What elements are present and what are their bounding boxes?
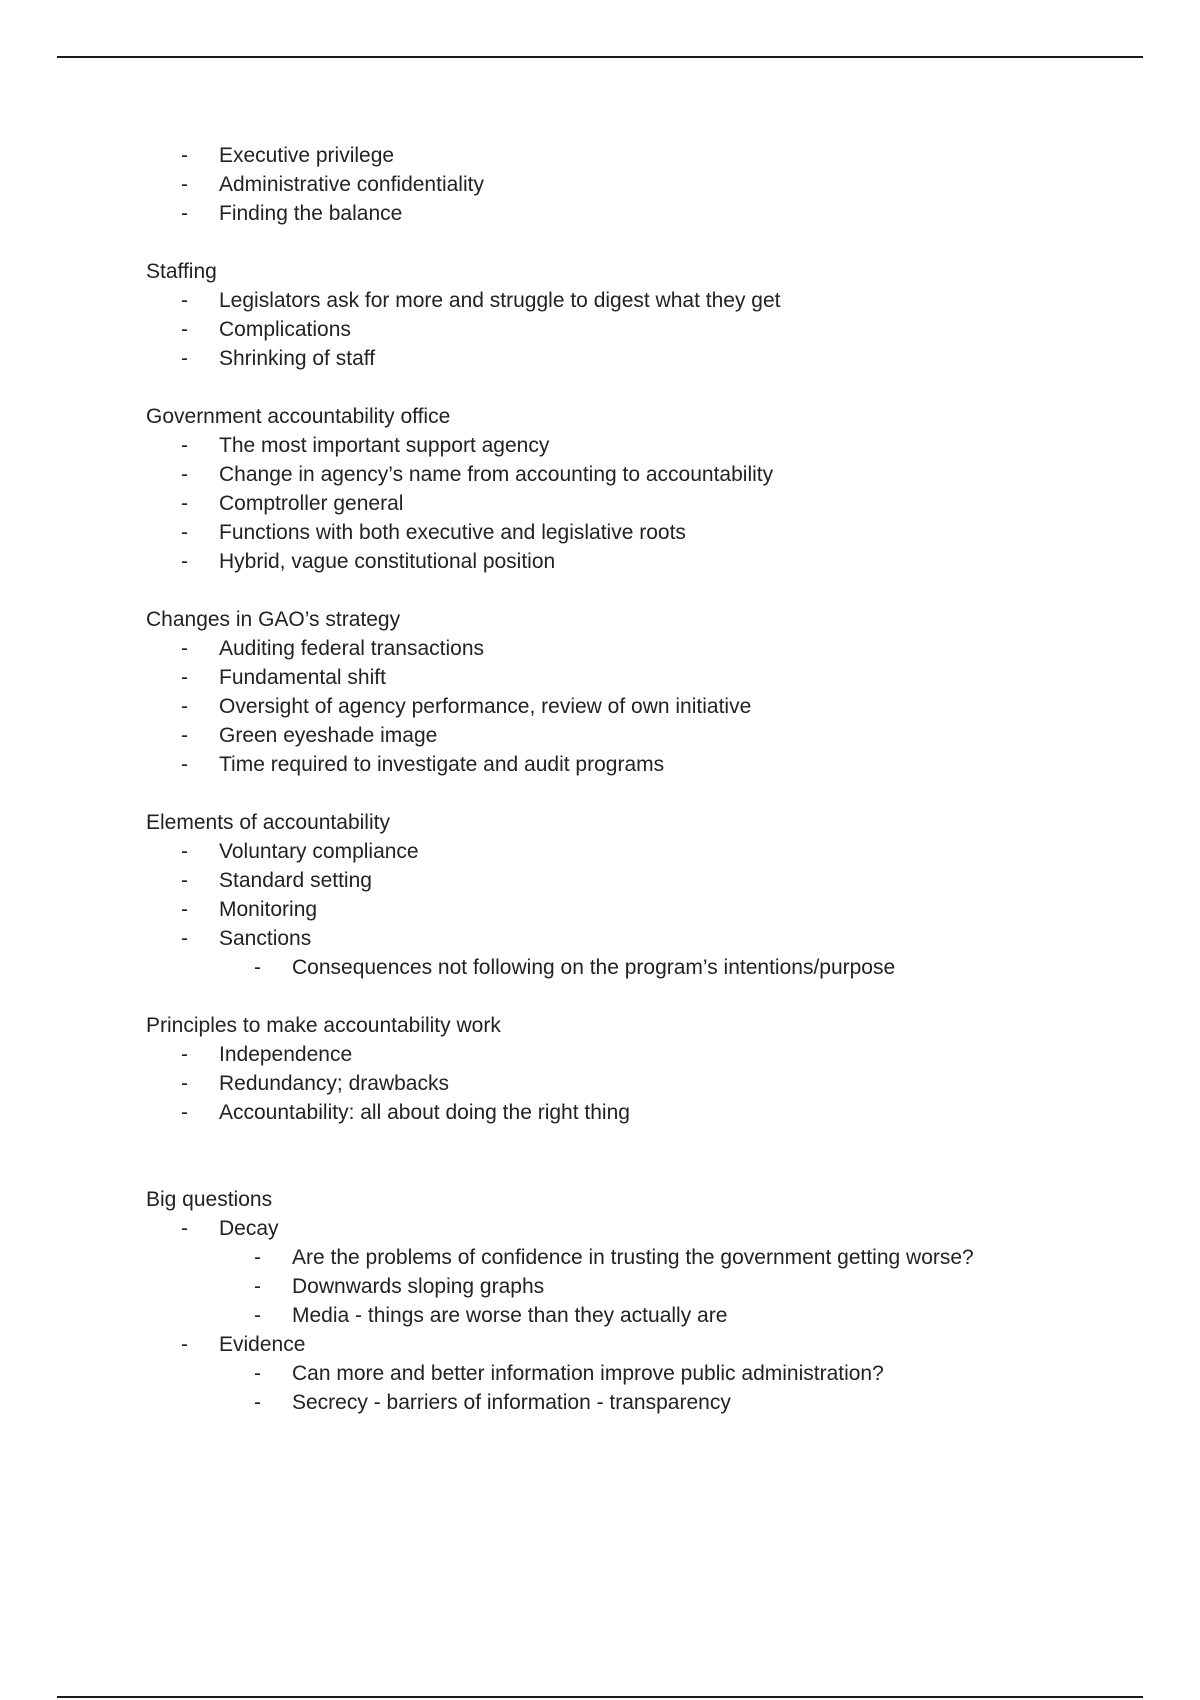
bottom-divider [57, 1696, 1143, 1698]
list-item-text: Can more and better information improve public administration? [292, 1362, 884, 1385]
list-item-text: Executive privilege [219, 144, 395, 167]
list-item-text: Voluntary compliance [219, 840, 419, 863]
list-item [146, 895, 1146, 924]
sub-list-item [146, 1301, 1146, 1330]
bullet-dash: - [181, 1217, 188, 1240]
list-item [146, 692, 1146, 721]
list-item [146, 924, 1146, 953]
section-heading: Big questions [146, 1188, 273, 1211]
list-item-text: Administrative confidentiality [219, 173, 484, 196]
list-item [146, 663, 1146, 692]
list-item-text: Decay [219, 1217, 279, 1240]
list-item [146, 170, 1146, 199]
big-questions-section [146, 1185, 1146, 1417]
bullet-dash: - [181, 492, 188, 515]
list-item [146, 431, 1146, 460]
list-item-text: Redundancy; drawbacks [219, 1072, 449, 1095]
bullet-dash: - [254, 1275, 261, 1298]
list-item [146, 1214, 1146, 1243]
list-item [146, 460, 1146, 489]
list-item-text: Secrecy - barriers of information - transparency [292, 1391, 731, 1414]
bullet-dash: - [254, 1304, 261, 1327]
list-item [146, 1330, 1146, 1359]
bullet-dash: - [181, 318, 188, 341]
bullet-dash: - [254, 1362, 261, 1385]
intro-section [146, 141, 1146, 228]
gao-strategy-list [146, 634, 1146, 779]
list-item-text: Finding the balance [219, 202, 403, 225]
bullet-dash: - [181, 521, 188, 544]
section-heading: Staffing [146, 260, 217, 283]
list-item [146, 721, 1146, 750]
section-heading: Changes in GAO’s strategy [146, 608, 401, 631]
bullet-dash: - [181, 695, 188, 718]
list-item-text: Fundamental shift [219, 666, 386, 689]
principles-section [146, 1011, 1146, 1127]
list-item-text: Evidence [219, 1333, 306, 1356]
staffing-section [146, 257, 1146, 373]
list-item-text: Auditing federal transactions [219, 637, 484, 660]
bullet-dash: - [181, 1333, 188, 1356]
list-item-text: Monitoring [219, 898, 318, 921]
list-item [146, 315, 1146, 344]
list-item [146, 344, 1146, 373]
bullet-dash: - [254, 956, 261, 979]
list-item-text: Are the problems of confidence in trusting the government getting worse? [292, 1246, 974, 1269]
document-body [146, 141, 1146, 1417]
bullet-dash: - [181, 1043, 188, 1066]
list-item-text: Legislators ask for more and struggle to digest what they get [219, 289, 781, 312]
list-item [146, 199, 1146, 228]
list-item-text: Media - things are worse than they actually are [292, 1304, 728, 1327]
bullet-dash: - [181, 1101, 188, 1124]
list-item-text: Time required to investigate and audit programs [219, 753, 665, 776]
bullet-dash: - [181, 550, 188, 573]
staffing-list [146, 286, 1146, 373]
bullet-dash: - [254, 1246, 261, 1269]
sub-list-item [146, 1388, 1146, 1417]
section-heading: Government accountability office [146, 405, 451, 428]
sub-list-item [146, 1359, 1146, 1388]
gao-section [146, 402, 1146, 576]
list-item [146, 1069, 1146, 1098]
list-item [146, 750, 1146, 779]
bullet-dash: - [181, 289, 188, 312]
sub-list-item [146, 1272, 1146, 1301]
sub-list-item [146, 953, 1146, 982]
list-item-text: Standard setting [219, 869, 372, 892]
list-item [146, 286, 1146, 315]
bullet-dash: - [181, 753, 188, 776]
list-item [146, 634, 1146, 663]
intro-list [146, 141, 1146, 228]
list-item [146, 547, 1146, 576]
list-item-text: Sanctions [219, 927, 312, 950]
list-item-text: Consequences not following on the program’s intentions/purpose [292, 956, 896, 979]
list-item-text: Shrinking of staff [219, 347, 376, 370]
list-item-text: Independence [219, 1043, 353, 1066]
sub-list-item [146, 1243, 1146, 1272]
bullet-dash: - [181, 898, 188, 921]
list-item [146, 866, 1146, 895]
bullet-dash: - [181, 144, 188, 167]
bullet-dash: - [181, 434, 188, 457]
section-heading: Elements of accountability [146, 811, 390, 834]
list-item-text: Comptroller general [219, 492, 404, 515]
section-heading: Principles to make accountability work [146, 1014, 501, 1037]
bullet-dash: - [181, 1072, 188, 1095]
bullet-dash: - [181, 840, 188, 863]
list-item [146, 518, 1146, 547]
gao-strategy-section [146, 605, 1146, 779]
elements-list [146, 837, 1146, 982]
bullet-dash: - [181, 202, 188, 225]
bullet-dash: - [254, 1391, 261, 1414]
bullet-dash: - [181, 869, 188, 892]
list-item-text: Accountability: all about doing the right thing [219, 1101, 630, 1124]
list-item-text: Downwards sloping graphs [292, 1275, 545, 1298]
list-item [146, 1098, 1146, 1127]
bullet-dash: - [181, 724, 188, 747]
bullet-dash: - [181, 173, 188, 196]
list-item-text: Functions with both executive and legislative roots [219, 521, 686, 544]
bullet-dash: - [181, 927, 188, 950]
bullet-dash: - [181, 666, 188, 689]
bullet-dash: - [181, 637, 188, 660]
bullet-dash: - [181, 347, 188, 370]
principles-list [146, 1040, 1146, 1127]
big-questions-list [146, 1214, 1146, 1417]
list-item [146, 141, 1146, 170]
list-item [146, 837, 1146, 866]
top-divider [57, 56, 1143, 58]
list-item [146, 1040, 1146, 1069]
list-item-text: Complications [219, 318, 351, 341]
list-item-text: Change in agency’s name from accounting to accountability [219, 463, 774, 486]
bullet-dash: - [181, 463, 188, 486]
list-item-text: The most important support agency [219, 434, 550, 457]
elements-section [146, 808, 1146, 982]
list-item-text: Hybrid, vague constitutional position [219, 550, 556, 573]
list-item [146, 489, 1146, 518]
list-item-text: Oversight of agency performance, review of own initiative [219, 695, 752, 718]
gao-list [146, 431, 1146, 576]
list-item-text: Green eyeshade image [219, 724, 438, 747]
